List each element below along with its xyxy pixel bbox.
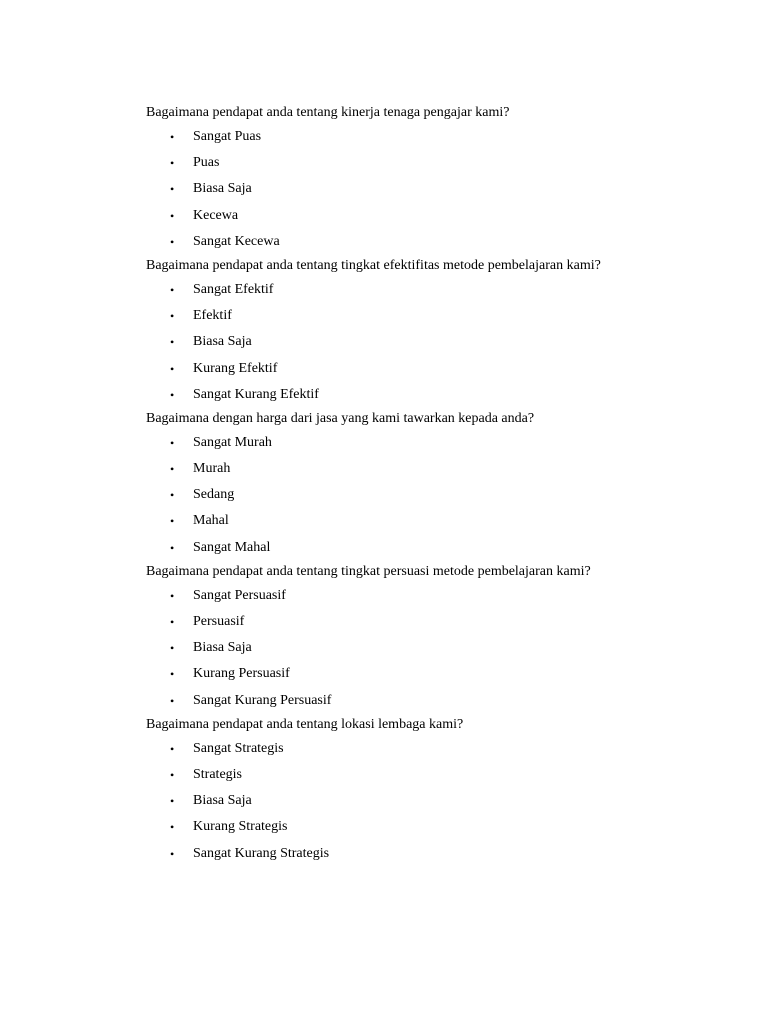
question-text: Bagaimana pendapat anda tentang tingkat persuasi metode pembelajaran kami? [146, 563, 591, 579]
options-list [146, 583, 706, 714]
bullet-icon: • [170, 820, 175, 835]
option-label: Biasa Saja [193, 793, 252, 809]
option-label: Sedang [193, 487, 235, 503]
bullet-icon: • [170, 234, 175, 249]
question-text: Bagaimana pendapat anda tentang tingkat efektifitas metode pembelajaran kami? [146, 257, 601, 273]
list-item [146, 229, 706, 255]
bullet-icon: • [170, 588, 175, 603]
list-item [146, 535, 706, 561]
bullet-icon: • [170, 335, 175, 350]
options-list [146, 124, 706, 255]
list-item [146, 583, 706, 609]
option-label: Sangat Kecewa [193, 233, 280, 249]
bullet-icon: • [170, 667, 175, 682]
option-label: Sangat Kurang Persuasif [193, 692, 332, 708]
option-label: Kecewa [193, 207, 239, 223]
list-item [146, 382, 706, 408]
option-label: Mahal [193, 513, 229, 529]
option-label: Murah [193, 461, 231, 477]
list-item [146, 508, 706, 534]
bullet-icon: • [170, 767, 175, 782]
list-item [146, 329, 706, 355]
bullet-icon: • [170, 361, 175, 376]
question-block [146, 714, 706, 867]
list-item [146, 688, 706, 714]
option-label: Strategis [193, 766, 242, 782]
option-label: Sangat Persuasif [193, 587, 286, 603]
list-item [146, 762, 706, 788]
option-label: Kurang Strategis [193, 819, 288, 835]
bullet-icon: • [170, 156, 175, 171]
list-item [146, 609, 706, 635]
bullet-icon: • [170, 130, 175, 144]
bullet-icon: • [170, 182, 175, 197]
bullet-icon: • [170, 488, 175, 503]
bullet-icon: • [170, 435, 175, 450]
list-item [146, 356, 706, 382]
option-label: Biasa Saja [193, 640, 252, 656]
list-item [146, 430, 706, 456]
bullet-icon: • [170, 540, 175, 555]
question-block [146, 255, 706, 408]
options-list [146, 277, 706, 408]
bullet-icon: • [170, 693, 175, 708]
list-item [146, 788, 706, 814]
question-text: Bagaimana pendapat anda tentang lokasi lembaga kami? [146, 716, 464, 732]
document-page [146, 102, 706, 867]
question-block [146, 561, 706, 714]
bullet-icon: • [170, 208, 175, 223]
option-label: Puas [193, 155, 220, 171]
option-label: Sangat Strategis [193, 740, 284, 756]
option-label: Sangat Murah [193, 434, 272, 450]
option-label: Efektif [193, 308, 232, 324]
option-label: Sangat Mahal [193, 539, 271, 555]
list-item [146, 841, 706, 867]
bullet-icon: • [170, 387, 175, 402]
list-item [146, 635, 706, 661]
option-label: Kurang Persuasif [193, 666, 290, 682]
list-item [146, 482, 706, 508]
bullet-icon: • [170, 514, 175, 529]
list-item [146, 303, 706, 329]
bullet-icon: • [170, 615, 175, 629]
list-item [146, 124, 706, 150]
question-block [146, 408, 706, 561]
options-list [146, 430, 706, 561]
option-label: Sangat Kurang Strategis [193, 845, 330, 861]
list-item [146, 150, 706, 176]
list-item [146, 661, 706, 687]
option-label: Persuasif [193, 614, 245, 629]
bullet-icon: • [170, 282, 175, 297]
option-label: Sangat Puas [193, 129, 262, 144]
list-item [146, 736, 706, 762]
bullet-icon: • [170, 641, 175, 656]
bullet-icon: • [170, 794, 175, 809]
list-item [146, 203, 706, 229]
list-item [146, 176, 706, 202]
bullet-icon: • [170, 846, 175, 861]
option-label: Biasa Saja [193, 181, 252, 197]
bullet-icon: • [170, 309, 175, 324]
question-block [146, 102, 706, 255]
list-item [146, 277, 706, 303]
list-item [146, 814, 706, 840]
list-item [146, 456, 706, 482]
bullet-icon: • [170, 741, 175, 756]
question-text: Bagaimana pendapat anda tentang kinerja tenaga pengajar kami? [146, 105, 510, 120]
option-label: Kurang Efektif [193, 360, 278, 376]
question-text: Bagaimana dengan harga dari jasa yang kami tawarkan kepada anda? [146, 410, 535, 426]
bullet-icon: • [170, 462, 175, 477]
option-label: Sangat Kurang Efektif [193, 386, 319, 402]
option-label: Sangat Efektif [193, 281, 274, 297]
option-label: Biasa Saja [193, 334, 252, 350]
options-list [146, 736, 706, 867]
